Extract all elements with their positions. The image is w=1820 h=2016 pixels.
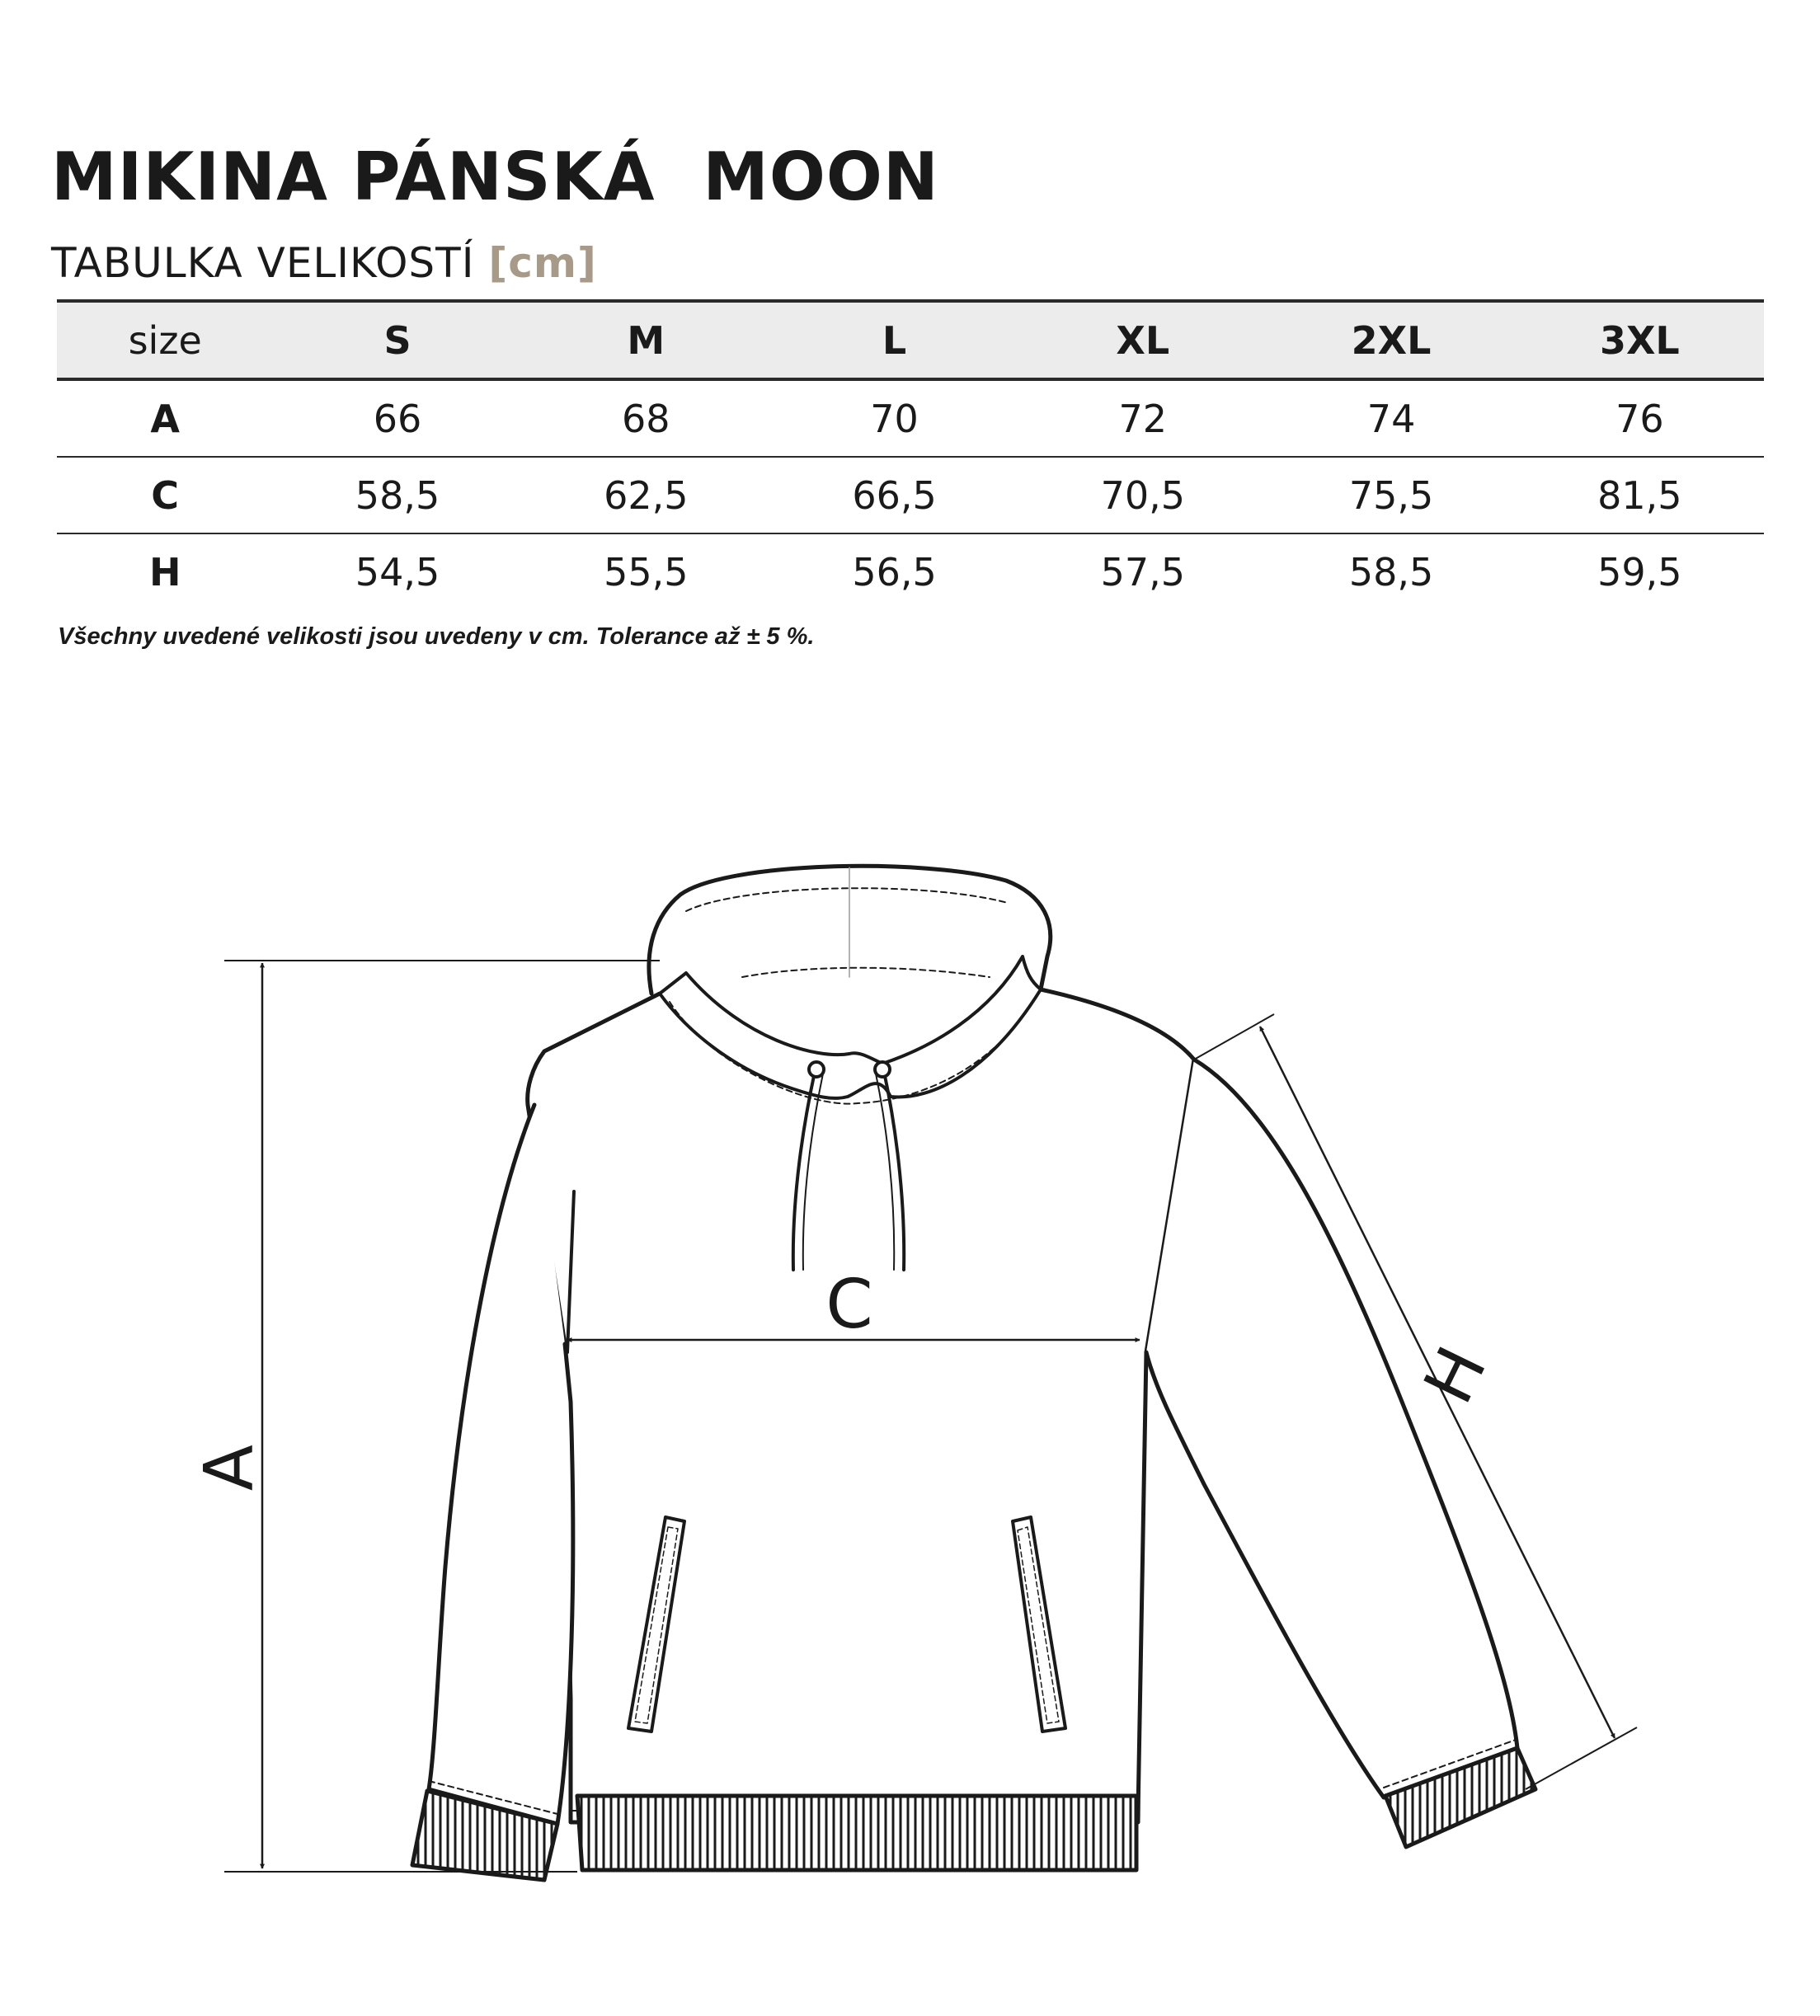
body-outline [528, 989, 1194, 1822]
table-cell: 58,5 [1348, 549, 1434, 594]
table-cell: 70,5 [1018, 457, 1267, 533]
table-cell: 76 [1516, 379, 1764, 457]
row-label: A [57, 379, 273, 457]
table-cell: 66 [273, 379, 521, 457]
header-2xl: 2XL [1267, 301, 1515, 379]
header-3xl: 3XL [1516, 301, 1764, 379]
eyelet-right [875, 1062, 890, 1077]
eyelet-left [809, 1062, 824, 1077]
table-cell: 57,5 [1100, 549, 1186, 594]
measure-h-bottom-extension [1526, 1727, 1637, 1789]
table-cell: 59,5 [1597, 549, 1682, 594]
unit-label: [cm] [488, 239, 597, 287]
waistband [577, 1796, 1136, 1870]
table-cell: 74 [1267, 379, 1515, 457]
table-cell: 54,5 [355, 549, 440, 594]
table-cell: 56,5 [852, 549, 937, 594]
header-s: S [273, 301, 521, 379]
measure-a-label: A [190, 1444, 269, 1492]
table-cell: 55,5 [604, 549, 689, 594]
table-cell: 62,5 [522, 457, 770, 533]
row-label: H [148, 549, 181, 594]
table-cell: 72 [1018, 379, 1267, 457]
table-cell: 66,5 [770, 457, 1018, 533]
header-m: M [522, 301, 770, 379]
measure-h-top-extension [1194, 1014, 1274, 1060]
table-cell: 75,5 [1267, 457, 1515, 533]
table-cell: 58,5 [273, 457, 521, 533]
header-xl: XL [1018, 301, 1267, 379]
table-cell: 68 [522, 379, 770, 457]
table-cell: 70 [770, 379, 1018, 457]
measure-h-label: H [1409, 1335, 1503, 1416]
subtitle-text: TABULKA VELIKOSTÍ [51, 239, 475, 287]
header-l: L [770, 301, 1018, 379]
header-size: size [57, 301, 273, 379]
table-cell: 81,5 [1516, 457, 1764, 533]
hoodie-illustration [412, 866, 1535, 1880]
row-label: C [57, 457, 273, 533]
page-title: MIKINA PÁNSKÁ MOON [51, 139, 939, 215]
tolerance-note: Všechny uvedené velikosti jsou uvedeny v cm. Tolerance až ± 5 %. [58, 623, 815, 650]
measure-c-label: C [825, 1266, 873, 1344]
